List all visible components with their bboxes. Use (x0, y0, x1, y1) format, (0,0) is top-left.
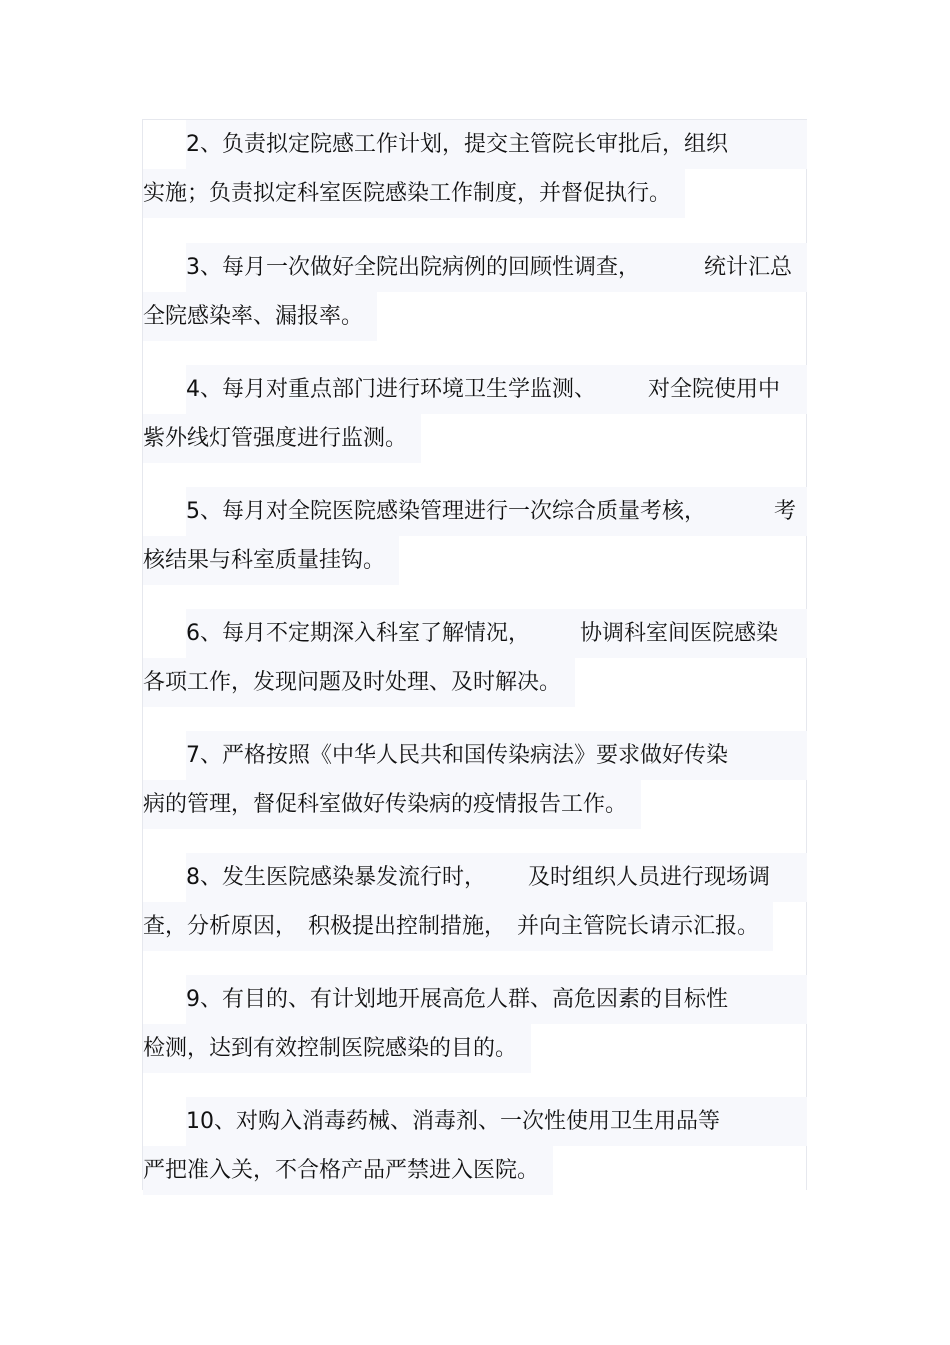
item-line-1: 2、负责拟定院感工作计划，提交主管院长审批后，组织 (143, 120, 807, 169)
list-item (143, 853, 807, 951)
item-line-1: 6、每月不定期深入科室了解情况， 协调科室间医院感染 (143, 609, 807, 658)
item-line-1: 10、对购入消毒药械、消毒剂、一次性使用卫生用品等 (143, 1097, 807, 1146)
item-line-2: 全院感染率、漏报率。 (143, 292, 807, 341)
item-line-2: 各项工作，发现问题及时处理、及时解决。 (143, 658, 807, 707)
item-line-1: 9、有目的、有计划地开展高危人群、高危因素的目标性 (143, 975, 807, 1024)
list-item (143, 975, 807, 1073)
list-item (143, 120, 807, 218)
item-line-2: 查，分析原因， 积极提出控制措施， 并向主管院长请示汇报。 (143, 902, 807, 951)
item-line-1: 8、发生医院感染暴发流行时， 及时组织人员进行现场调 (143, 853, 807, 902)
item-line-1: 7、严格按照《中华人民共和国传染病法》要求做好传染 (143, 731, 807, 780)
item-line-2: 严把准入关，不合格产品严禁进入医院。 (143, 1146, 807, 1195)
list-item (143, 1097, 807, 1195)
list-item (143, 609, 807, 707)
list-item (143, 487, 807, 585)
list-item (143, 243, 807, 341)
item-line-2: 病的管理，督促科室做好传染病的疫情报告工作。 (143, 780, 807, 829)
list-item (143, 365, 807, 463)
item-line-2: 实施；负责拟定科室医院感染工作制度，并督促执行。 (143, 169, 807, 218)
list-item (143, 731, 807, 829)
item-line-1: 3、每月一次做好全院出院病例的回顾性调查， 统计汇总 (143, 243, 807, 292)
item-line-2: 紫外线灯管强度进行监测。 (143, 414, 807, 463)
item-line-2: 检测，达到有效控制医院感染的目的。 (143, 1024, 807, 1073)
item-line-1: 5、每月对全院医院感染管理进行一次综合质量考核， 考 (143, 487, 807, 536)
item-line-2: 核结果与科室质量挂钩。 (143, 536, 807, 585)
item-line-1: 4、每月对重点部门进行环境卫生学监测、 对全院使用中 (143, 365, 807, 414)
